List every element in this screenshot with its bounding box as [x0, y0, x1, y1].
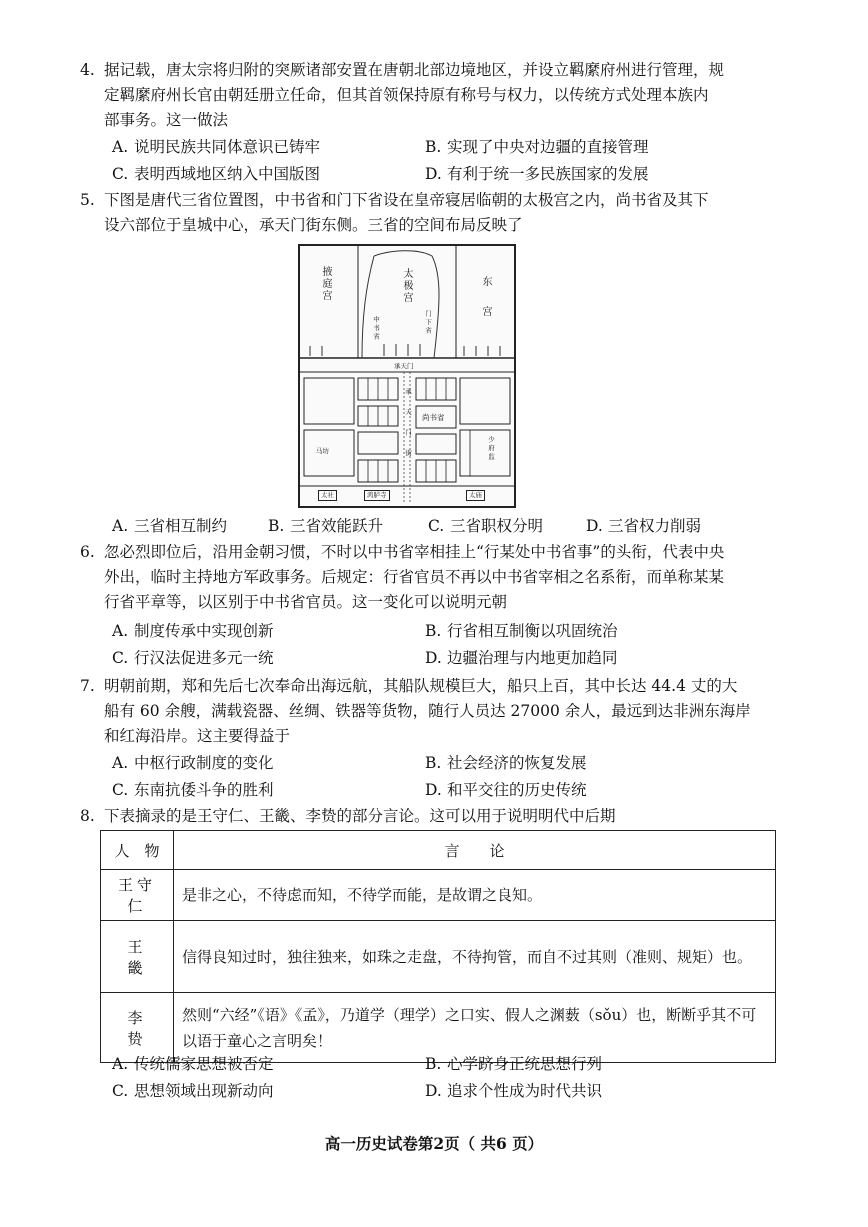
question-text-line: 船有 60 余艘，满载瓷器、丝绸、铁器等货物，随行人员达 27000 余人，最远到达非洲东海岸: [104, 702, 751, 720]
question-text-line: 明朝前期，郑和先后七次奉命出海远航，其船队规模巨大，船只上百，其中长达 44.4 丈的大: [104, 677, 738, 695]
question-number: 5.: [80, 191, 95, 209]
label-shangshu-department: 尚书省: [422, 413, 445, 422]
option-d[interactable]: D. 追求个性成为时代共识: [425, 1082, 603, 1100]
question-text-line: 和红海沿岸。这主要得益于: [104, 727, 291, 745]
table-row: [101, 870, 776, 921]
label-menxia-department: 门下省: [424, 310, 432, 336]
label-horse-stable: 马坊: [316, 447, 329, 455]
label-taimiao: 太庙: [466, 490, 485, 501]
person-name: 王守仁: [101, 870, 174, 921]
question-text-line: 下表摘录的是王守仁、王畿、李贽的部分言论。这可以用于说明明代中后期: [104, 807, 616, 825]
table-header: 言 论: [174, 831, 776, 870]
question-5: [80, 188, 780, 238]
option-d[interactable]: D. 三省权力削弱: [586, 517, 702, 535]
quote-text: 信得良知过时，独往独来，如珠之走盘，不待拘管，而自不过其则（准则、规矩）也。: [174, 921, 776, 993]
question-text-line: 行省平章等，以区别于中书省官员。这一变化可以说明元朝: [104, 593, 508, 611]
option-a[interactable]: A. 制度传承中实现创新: [112, 622, 274, 640]
label-chengtian-gate: 承天门: [394, 362, 414, 370]
question-6: [80, 540, 780, 615]
quote-text: 是非之心，不待虑而知，不待学而能，是故谓之良知。: [174, 870, 776, 921]
table-header-row: [101, 831, 776, 870]
option-b[interactable]: B. 三省效能跃升: [268, 517, 384, 535]
question-text-line: 定羁縻府州长官由朝廷册立任命，但其首领保持原有称号与权力，以传统方式处理本族内: [104, 86, 709, 104]
option-b[interactable]: B. 行省相互制衡以巩固统治: [425, 622, 618, 640]
question-4: [80, 58, 780, 133]
label-honglu-temple: 鸿胪寺: [364, 490, 390, 501]
question-8: [80, 804, 780, 829]
question-text-line: 据记载，唐太宗将归附的突厥诸部安置在唐朝北部边境地区，并设立羁縻府州进行管理，规: [104, 61, 725, 79]
quotes-table: [100, 830, 776, 1063]
question-text-line: 外出，临时主持地方军政事务。后规定：行省官员不再以中书省宰相之名系衔，而单称某某: [104, 568, 725, 586]
option-d[interactable]: D. 和平交往的历史传统: [425, 781, 587, 799]
page-footer: 高一历史试卷第2页（ 共6 页）: [324, 1134, 544, 1153]
label-chengtian-street: 承天门街: [404, 388, 412, 470]
option-a[interactable]: A. 中枢行政制度的变化: [112, 754, 274, 772]
option-a[interactable]: A. 三省相互制约: [112, 517, 228, 535]
question-7: [80, 674, 780, 749]
label-yeting-palace: 掖庭宫: [320, 266, 331, 302]
question-number: 6.: [80, 543, 95, 561]
option-b[interactable]: B. 社会经济的恢复发展: [425, 754, 587, 772]
question-text-line: 设六部位于皇城中心，承天门街东侧。三省的空间布局反映了: [104, 216, 523, 234]
option-b[interactable]: B. 心学跻身正统思想行列: [425, 1055, 603, 1073]
question-text-line: 忽必烈即位后，沿用金朝习惯，不时以中书省宰相挂上“行某处中书省事”的头衔，代表中央: [104, 543, 725, 561]
option-d[interactable]: D. 有利于统一多民族国家的发展: [425, 165, 649, 183]
quote-text: 然则“六经”《语》《孟》，乃道学（理学）之口实、假人之渊薮（sǒu）也，断断乎其不可以语于童心之言明矣！: [174, 993, 776, 1063]
option-c[interactable]: C. 三省职权分明: [428, 517, 544, 535]
option-a[interactable]: A. 传统儒家思想被否定: [112, 1055, 274, 1073]
question-number: 7.: [80, 677, 95, 695]
option-a[interactable]: A. 说明民族共同体意识已铸牢: [112, 138, 321, 156]
question-number: 8.: [80, 807, 95, 825]
option-b[interactable]: B. 实现了中央对边疆的直接管理: [425, 138, 649, 156]
table-row: [101, 921, 776, 993]
option-c[interactable]: C. 东南抗倭斗争的胜利: [112, 781, 274, 799]
label-taishe: 太社: [318, 490, 337, 501]
person-name: 王 畿: [101, 921, 174, 993]
option-c[interactable]: C. 思想领域出现新动向: [112, 1082, 274, 1100]
label-shaofu-bureau: 少府监: [487, 436, 495, 462]
label-east-palace: 东宫: [480, 276, 491, 336]
label-zhongshu-department: 中书省: [372, 316, 380, 342]
option-c[interactable]: C. 表明西域地区纳入中国版图: [112, 165, 321, 183]
table-header: 人 物: [101, 831, 174, 870]
person-name: 李 贽: [101, 993, 174, 1063]
question-text-line: 部事务。这一做法: [104, 111, 229, 129]
label-taiji-palace: 太极宫: [401, 268, 412, 304]
three-departments-map: [298, 244, 516, 508]
question-text-line: 下图是唐代三省位置图，中书省和门下省设在皇帝寝居临朝的太极宫之内，尚书省及其下: [104, 191, 709, 209]
option-d[interactable]: D. 边疆治理与内地更加趋同: [425, 649, 618, 667]
option-c[interactable]: C. 行汉法促进多元一统: [112, 649, 274, 667]
question-number: 4.: [80, 61, 95, 79]
